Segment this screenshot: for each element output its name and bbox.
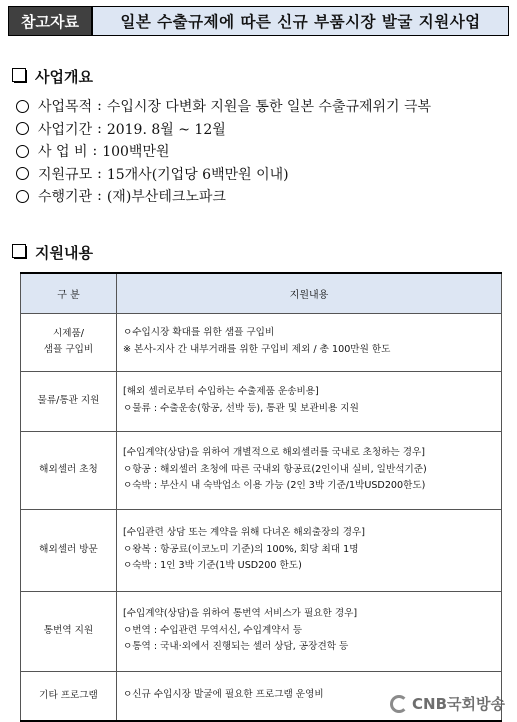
overview-value: 100백만원: [102, 144, 170, 161]
category-line: 샘플 구입비: [43, 344, 94, 355]
colon-separator: :: [97, 120, 102, 137]
colon-separator: :: [97, 98, 102, 115]
colon-separator: :: [97, 165, 102, 182]
table-row: [21, 591, 502, 671]
row-category: [21, 431, 117, 509]
content-line: [해외 셀러로부터 수입하는 수출제품 운송비용]: [123, 386, 319, 398]
table-row: [21, 371, 502, 431]
content-line: [수입관련 상담 또는 계약을 위해 다녀온 해외출장의 경우]: [123, 526, 365, 538]
column-header-category: 구 분: [21, 273, 117, 313]
content-line: ㅇ숙박 : 1인 3박 기준(1박 USD200 한도): [123, 560, 302, 572]
category-line: 시제품/: [52, 327, 85, 339]
colon-separator: :: [97, 188, 102, 205]
category-line: 해외셀러 방문: [39, 543, 98, 555]
row-content: [117, 431, 502, 509]
broadcaster-logo-icon: [390, 695, 408, 713]
overview-row: [16, 118, 511, 141]
watermark-text: CNB국회방송: [412, 695, 505, 713]
row-category: [21, 671, 117, 721]
row-content: [117, 313, 502, 371]
content-line: ㅇ통역 : 국내·외에서 진행되는 셀러 상담, 공장견학 등: [123, 641, 349, 653]
category-line: 해외셀러 초청: [39, 463, 98, 475]
table-row: [21, 509, 502, 591]
content-line: ㅇ신규 수입시장 발굴에 필요한 프로그램 운영비: [123, 689, 324, 701]
row-category: [21, 591, 117, 671]
overview-label: 사업목적: [38, 99, 93, 116]
overview-label: 사 업 비: [38, 144, 88, 161]
reference-tag: 참고자료: [9, 7, 93, 35]
row-category: [21, 509, 117, 591]
overview-heading: [14, 66, 93, 87]
content-line: ㅇ번역 : 수입관련 무역서신, 수입계약서 등: [123, 624, 303, 636]
column-header-content: 지원내용: [117, 273, 502, 313]
content-line: ㅇ왕복 : 항공료(이코노미 기준)의 100%, 회당 최대 1명: [123, 543, 359, 555]
circle-bullet-icon: [16, 122, 29, 135]
overview-label: 수행기관: [38, 189, 93, 206]
overview-value: 2019. 8월 ~ 12월: [106, 121, 226, 138]
overview-label: 사업기간: [38, 121, 93, 138]
circle-bullet-icon: [16, 100, 29, 113]
row-category: [21, 371, 117, 431]
category-line: 통번역 지원: [43, 624, 94, 636]
colon-separator: :: [92, 143, 98, 160]
overview-value: 15개사(기업당 6백만원 이내): [106, 166, 289, 183]
overview-row: [16, 95, 511, 118]
row-content: [117, 509, 502, 591]
overview-heading-label: 사업개요: [35, 68, 93, 86]
row-content: [117, 591, 502, 671]
section-square-icon: [14, 246, 27, 259]
overview-label: 지원규모: [38, 166, 93, 183]
row-content: [117, 371, 502, 431]
support-heading-label: 지원내용: [35, 244, 93, 262]
category-line: 물류/통관 지원: [37, 394, 100, 406]
table-row: [21, 431, 502, 509]
circle-bullet-icon: [16, 145, 29, 158]
circle-bullet-icon: [16, 167, 29, 180]
content-line: ㅇ물류 : 수출운송(항공, 선박 등), 통관 및 보관비용 지원: [123, 403, 359, 414]
overview-list: [16, 95, 511, 208]
overview-value: (재)부산테크노파크: [106, 189, 226, 206]
broadcaster-watermark: [390, 693, 505, 714]
support-heading: [14, 242, 93, 263]
circle-bullet-icon: [16, 190, 29, 203]
row-category: [21, 313, 117, 371]
document-header: [8, 6, 509, 36]
content-line: ㅇ항공 : 해외셀러 초청에 따른 국내외 항공료(2인이내 실비, 일반석기준): [123, 463, 427, 475]
overview-row: [16, 163, 511, 186]
document-title: 일본 수출규제에 따른 신규 부품시장 발굴 지원사업: [93, 7, 508, 35]
overview-value: 수입시장 다변화 지원을 통한 일본 수출규제위기 극복: [106, 99, 432, 116]
content-line: ㅇ숙박 : 부산시 내 숙박업소 이용 가능 (2인 3박 기준/1박USD200한도): [123, 480, 426, 492]
overview-row: [16, 185, 511, 208]
table-row: [21, 313, 502, 371]
overview-row: [16, 140, 511, 163]
content-line: ※ 본사-지사 간 내부거래를 위한 구입비 제외 / 총 100만원 한도: [123, 344, 391, 355]
content-line: ㅇ수입시장 확대를 위한 샘플 구입비: [123, 327, 275, 339]
table-header-row: [21, 273, 502, 313]
support-table: [20, 272, 502, 722]
content-line: [수입계약(상담)을 위하여 개별적으로 해외셀러를 국내로 초청하는 경우]: [123, 446, 426, 458]
category-line: 기타 프로그램: [39, 689, 98, 701]
section-square-icon: [14, 70, 27, 83]
content-line: [수입계약(상담)을 위하여 통번역 서비스가 필요한 경우]: [123, 607, 358, 619]
